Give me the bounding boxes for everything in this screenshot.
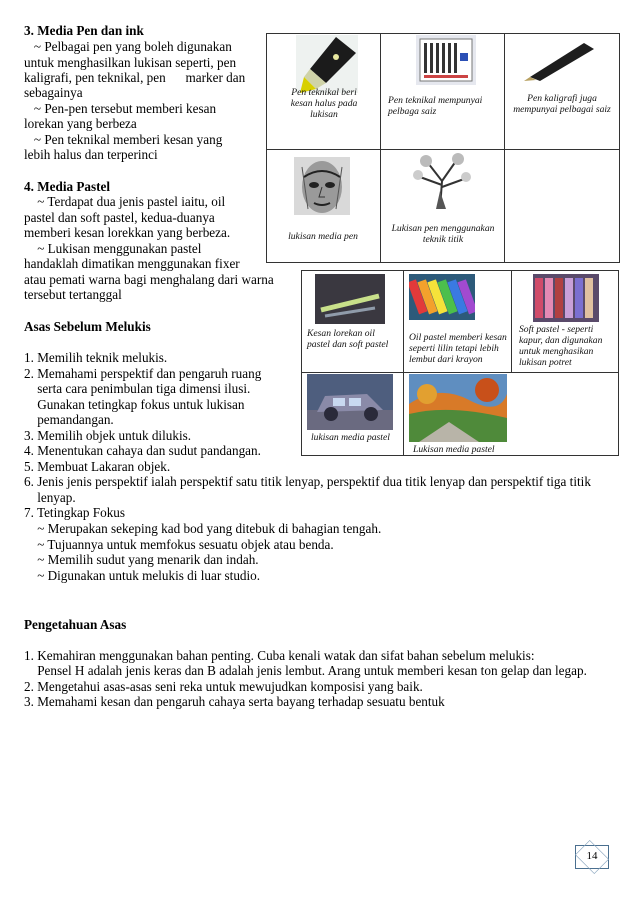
pastel-caption: Soft pastel - seperti kapur, dan digunakan untuk menghasikan lukisan potret bbox=[519, 324, 603, 368]
pen-set-image bbox=[416, 35, 476, 85]
section-4-line: atau pemati warna bagi menghalang dari warna bbox=[24, 272, 274, 287]
asas-line: pemandangan. bbox=[24, 412, 114, 427]
asas-line: 3. Memilih objek untuk dilukis. bbox=[24, 428, 192, 443]
pengetahuan-line: 1. Kemahiran menggunakan bahan penting. Cuba kenali watak dan sifat bahan sebelum melukis: bbox=[24, 648, 535, 663]
asas-line: 5. Membuat Lakaran objek. bbox=[24, 459, 171, 474]
pen-drawing-face-image bbox=[294, 157, 350, 215]
section-4-line: ~ Terdapat dua jenis pastel iaitu, oil bbox=[24, 194, 226, 209]
pen-caption: Pen teknikal beri kesan halus pada lukisan bbox=[290, 87, 358, 120]
section-4-line: ~ Lukisan menggunakan pastel bbox=[24, 241, 202, 256]
asas-line: 2. Memahami perspektif dan pengaruh ruang bbox=[24, 366, 262, 381]
page-number bbox=[575, 845, 609, 869]
page-number-text: 14 bbox=[586, 850, 598, 863]
section-3-line: lorekan yang berbeza bbox=[24, 116, 137, 131]
section-3-heading: 3. Media Pen dan ink bbox=[24, 23, 144, 38]
pastel-caption: Lukisan media pastel bbox=[413, 444, 495, 455]
asas-line: serta cara penimbulan tiga dimensi ilusi. bbox=[24, 381, 251, 396]
pastel-stroke-image bbox=[315, 274, 385, 324]
pastel-caption: lukisan media pastel bbox=[311, 432, 390, 443]
asas-line: ~ Memilih sudut yang menarik dan indah. bbox=[24, 552, 259, 567]
pen-media-table bbox=[266, 33, 620, 263]
section-4-heading: 4. Media Pastel bbox=[24, 179, 111, 194]
asas-line: Gunakan tetingkap fokus untuk lukisan bbox=[24, 397, 245, 412]
pengetahuan-line: 3. Memahami kesan dan pengaruh cahaya serta bayang terhadap sesuatu bentuk bbox=[24, 694, 445, 709]
asas-line: 1. Memilih teknik melukis. bbox=[24, 350, 168, 365]
asas-heading: Asas Sebelum Melukis bbox=[24, 319, 151, 334]
stipple-tree-image bbox=[406, 151, 476, 209]
pen-caption: Lukisan pen menggunakan teknik titik bbox=[391, 223, 495, 245]
section-4-line: pastel dan soft pastel, kedua-duanya bbox=[24, 210, 215, 225]
pengetahuan-line: 2. Mengetahui asas-asas seni reka untuk mewujudkan komposisi yang baik. bbox=[24, 679, 423, 694]
pastel-landscape-painting-image bbox=[409, 374, 507, 442]
section-3-line: untuk menghasilkan lukisan seperti, pen bbox=[24, 55, 237, 70]
pen-caption: lukisan media pen bbox=[288, 231, 358, 242]
section-3-line: ~ Pen teknikal memberi kesan yang bbox=[24, 132, 223, 147]
section-4-line: tersebut tertanggal bbox=[24, 287, 122, 302]
asas-line: 6. Jenis jenis perspektif ialah perspektif satu titik lenyap, perspektif dua titik lenyap dan perspektif tiga titik bbox=[24, 474, 591, 489]
pen-caption: Pen kaligrafi juga mempunyai pelbagai saiz bbox=[513, 93, 611, 115]
pastel-caption: Oil pastel memberi kesan seperti lilin tetapi lebih lembut dari krayon bbox=[409, 332, 507, 365]
asas-line: ~ Tujuannya untuk memfokus sesuatu objek atau benda. bbox=[24, 537, 334, 552]
section-3-line: lebih halus dan terperinci bbox=[24, 147, 158, 162]
section-3-line: ~ Pen-pen tersebut memberi kesan bbox=[24, 101, 217, 116]
asas-line: ~ Merupakan sekeping kad bod yang ditebuk di bahagian tengah. bbox=[24, 521, 382, 536]
asas-line: 7. Tetingkap Fokus bbox=[24, 505, 126, 520]
pen-caption: Pen teknikal mempunyai pelbaga saiz bbox=[388, 95, 483, 117]
section-3-line: kaligrafi, pen teknikal, pen marker dan bbox=[24, 70, 246, 85]
section-3-line: ~ Pelbagai pen yang boleh digunakan bbox=[24, 39, 232, 54]
pengetahuan-line: Pensel H adalah jenis keras dan B adalah jenis lembut. Arang untuk memberi kesan ton gelap dan legap. bbox=[24, 663, 587, 678]
calligraphy-pen-image bbox=[522, 37, 602, 81]
technical-pen-nib-image bbox=[296, 35, 358, 93]
section-3-line: sebagainya bbox=[24, 85, 83, 100]
asas-line: lenyap. bbox=[24, 490, 76, 505]
pastel-media-table bbox=[301, 270, 619, 456]
asas-line: ~ Digunakan untuk melukis di luar studio. bbox=[24, 568, 261, 583]
oil-pastel-box-image bbox=[409, 274, 475, 320]
section-4-line: memberi kesan lorekkan yang berbeza. bbox=[24, 225, 231, 240]
pastel-car-painting-image bbox=[307, 374, 393, 430]
pastel-caption: Kesan lorekan oil pastel dan soft pastel bbox=[307, 328, 389, 350]
pengetahuan-heading: Pengetahuan Asas bbox=[24, 617, 127, 632]
section-4-line: handaklah dimatikan menggunakan fixer bbox=[24, 256, 240, 271]
soft-pastel-image bbox=[533, 274, 599, 322]
asas-line: 4. Menentukan cahaya dan sudut pandangan. bbox=[24, 443, 261, 458]
